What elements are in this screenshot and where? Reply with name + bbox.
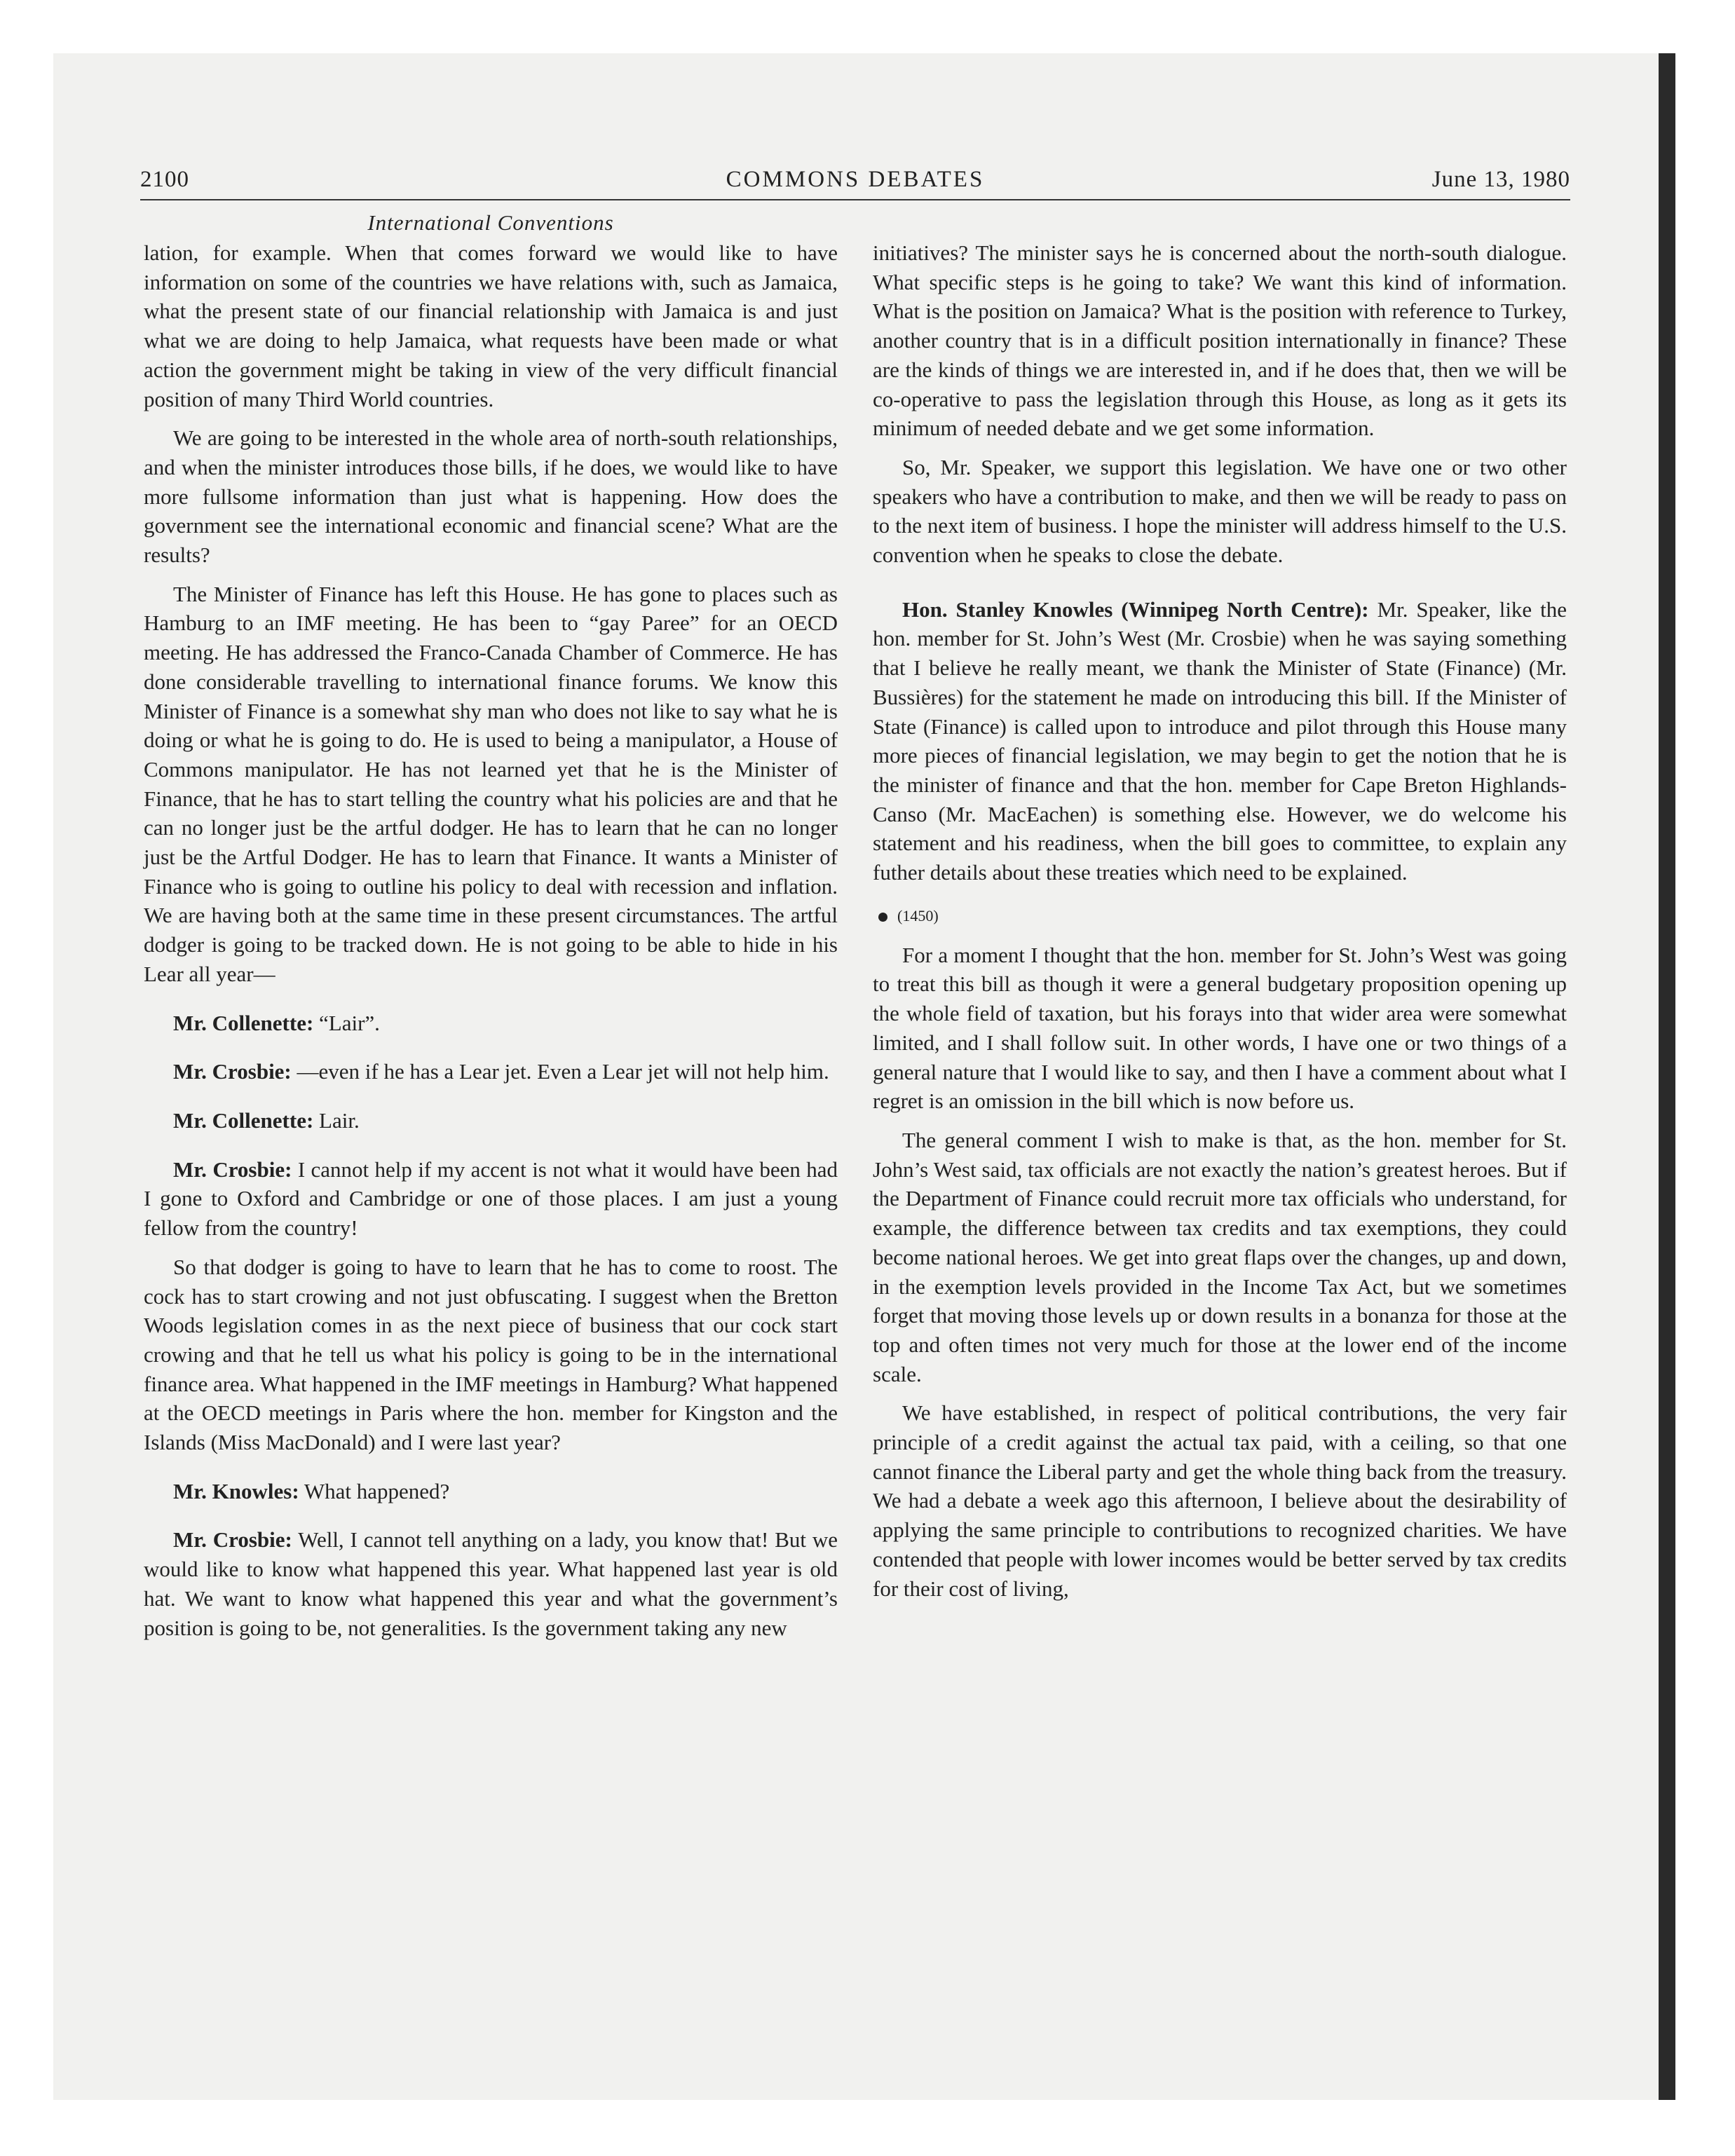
speaker-name: Mr. Crosbie: (173, 1059, 292, 1084)
timestamp-marker (873, 904, 1567, 928)
paragraph: The general comment I wish to make is that, as the hon. member for St. John’s West said, tax officials are not exactly the nation’s greatest heroes. But if the Department of Finance could recruit more tax officials who understand, for example, the difference between tax credits and tax exemptions, they could become national heroes. We get into great flaps over the changes, up and down, in the exemption levels provided in the Income Tax Act, but we sometimes forget that moving those levels up or down results in a bonanza for those at the top and often times not very much for those at the lower end of the income scale. (873, 1127, 1567, 1386)
page-header (140, 163, 1570, 196)
speech-paragraph: Mr. Crosbie: —even if he has a Lear jet. Even a Lear jet will not help him. (173, 1059, 829, 1084)
timestamp: (1450) (897, 906, 939, 925)
speech-paragraph: Hon. Stanley Knowles (Winnipeg North Centre): Mr. Speaker, like the hon. member for St. John’s West (Mr. Crosbie) when he was saying something that I believe he really meant, we thank the Minister of State (Finance) (Mr. Bussières) for the statement he made on introducing this bill. If the Minister of State (Finance) is called upon to introduce and pilot through this House many more pieces of financial legislation, we may begin to get the notion that he is the minister of finance and that the hon. member for Cape Breton Highlands-Canso (Mr. MacEachen) is something else. However, we do welcome his statement and his readiness, when the bill goes to committee, to explain any futher details about these treaties which need to be explained. (873, 596, 1567, 885)
speaker-name: Hon. Stanley Knowles (Winnipeg North Centre): (902, 596, 1369, 622)
publication-title: COMMONS DEBATES (726, 167, 985, 192)
speaker-name: Mr. Crosbie: (173, 1157, 292, 1182)
paragraph: The Minister of Finance has left this House. He has gone to places such as Hamburg to an IMF meeting. He has been to “gay Paree” for an OECD meeting. He has addressed the Franco-Canada Chamber of Commerce. He has done considerable travelling to international finance forums. We know this Minister of Finance is a somewhat shy man who does not like to say what he is doing or what he is going to do. He is used to being a manipulator, a House of Commons manipulator. He has not learned yet that he is the Minister of Finance, that he has to start telling the country what his policies are and that he can no longer just be the artful dodger. He has to learn that he can no longer just be the Artful Dodger. He has to learn that Finance. It wants a Minister of Finance who is going to outline his policy to deal with recession and inflation. We are having both at the same time in these present circumstances. The artful dodger is going to be tracked down. He is not going to be able to hide in his Lear all year— (144, 581, 838, 986)
speaker-name: Mr. Collenette: (173, 1010, 314, 1035)
paragraph: So that dodger is going to have to learn that he has to come to roost. The cock has to start crowing and not just obfuscating. I suggest when the Bretton Woods legislation comes in as the next piece of business that our cock start crowing and that he tell us what his policy is going to be in the international finance area. What happened in the IMF meetings in Hamburg? What happened at the OECD meetings in Paris where the hon. member for Kingston and the Islands (Miss MacDonald) and I were last year? (144, 1254, 838, 1455)
section-title: International Conventions (367, 210, 614, 235)
speech-paragraph: Mr. Crosbie: I cannot help if my accent is not what it would have been had I gone to Oxford and Cambridge or one of those places. I am just a young fellow from the country! (144, 1157, 838, 1241)
speech-paragraph: Mr. Collenette: Lair. (173, 1107, 360, 1133)
speaker-name: Mr. Crosbie: (173, 1527, 292, 1553)
speaker-name: Mr. Knowles: (173, 1478, 299, 1503)
header-rule (140, 199, 1570, 200)
left-column (144, 238, 838, 1652)
scan-edge-shadow (1659, 53, 1675, 2100)
right-column (873, 238, 1567, 1613)
paragraph: initiatives? The minister says he is concerned about the north-south dialogue. What specific steps is he going to take? We want this kind of information. What is the position on Jamaica? What is the position with reference to Turkey, another country that is in a difficult position internationally in finance? These are the kinds of things we are interested in, and if he does that, then we will be co-operative to pass the legislation through this House, as long as it gets its minimum of needed debate and we get some information. (873, 240, 1567, 441)
paragraph: lation, for example. When that comes forward we would like to have information on some of the countries we have relations with, such as Jamaica, what the present state of our financial relationship with Jamaica is and just what we are doing to help Jamaica, what requests have been made or what action the government might be taking in view of the very difficult financial position of many Third World countries. (144, 240, 838, 411)
speech-paragraph: Mr. Collenette: “Lair”. (173, 1010, 380, 1035)
paragraph: We have established, in respect of political contributions, the very fair principle of a credit against the actual tax paid, with a ceiling, so that one cannot finance the Liberal party and get the whole thing back from the treasury. We had a debate a week ago this afternoon, I believe about the desirability of applying the same principle to contributions to recognized charities. We have contended that people with lower incomes would be better served by tax credits for their cost of living, (873, 1400, 1567, 1601)
bullet-icon (878, 913, 887, 922)
page-date: June 13, 1980 (1431, 167, 1570, 192)
paragraph: For a moment I thought that the hon. member for St. John’s West was going to treat this bill as though it were a general budgetary proposition opening up the whole field of taxation, but his forays into that wider area were somewhat limited, and I shall follow suit. In other words, I have one or two things of a general nature that I would like to say, and then I have a comment about what I regret is an omission in the bill which is now before us. (873, 942, 1567, 1114)
paragraph: So, Mr. Speaker, we support this legislation. We have one or two other speakers who have a contribution to make, and then we will be ready to pass on to the next item of business. I hope the minister will address himself to the U.S. convention when he speaks to close the debate. (873, 454, 1567, 568)
speech-paragraph: Mr. Knowles: What happened? (173, 1478, 450, 1503)
speech-paragraph: Mr. Crosbie: Well, I cannot tell anything on a lady, you know that! But we would like to know what happened this year. What happened last year is old hat. We want to know what happened this year and what the government’s position is going to be, not generalities. Is the government taking any new (144, 1527, 838, 1640)
speaker-name: Mr. Collenette: (173, 1107, 314, 1133)
page-number: 2100 (140, 167, 189, 192)
paragraph: We are going to be interested in the whole area of north-south relationships, and when the minister introduces those bills, if he does, we would like to have more fullsome information than just what is happening. How does the government see the international economic and financial scene? What are the results? (144, 425, 838, 568)
